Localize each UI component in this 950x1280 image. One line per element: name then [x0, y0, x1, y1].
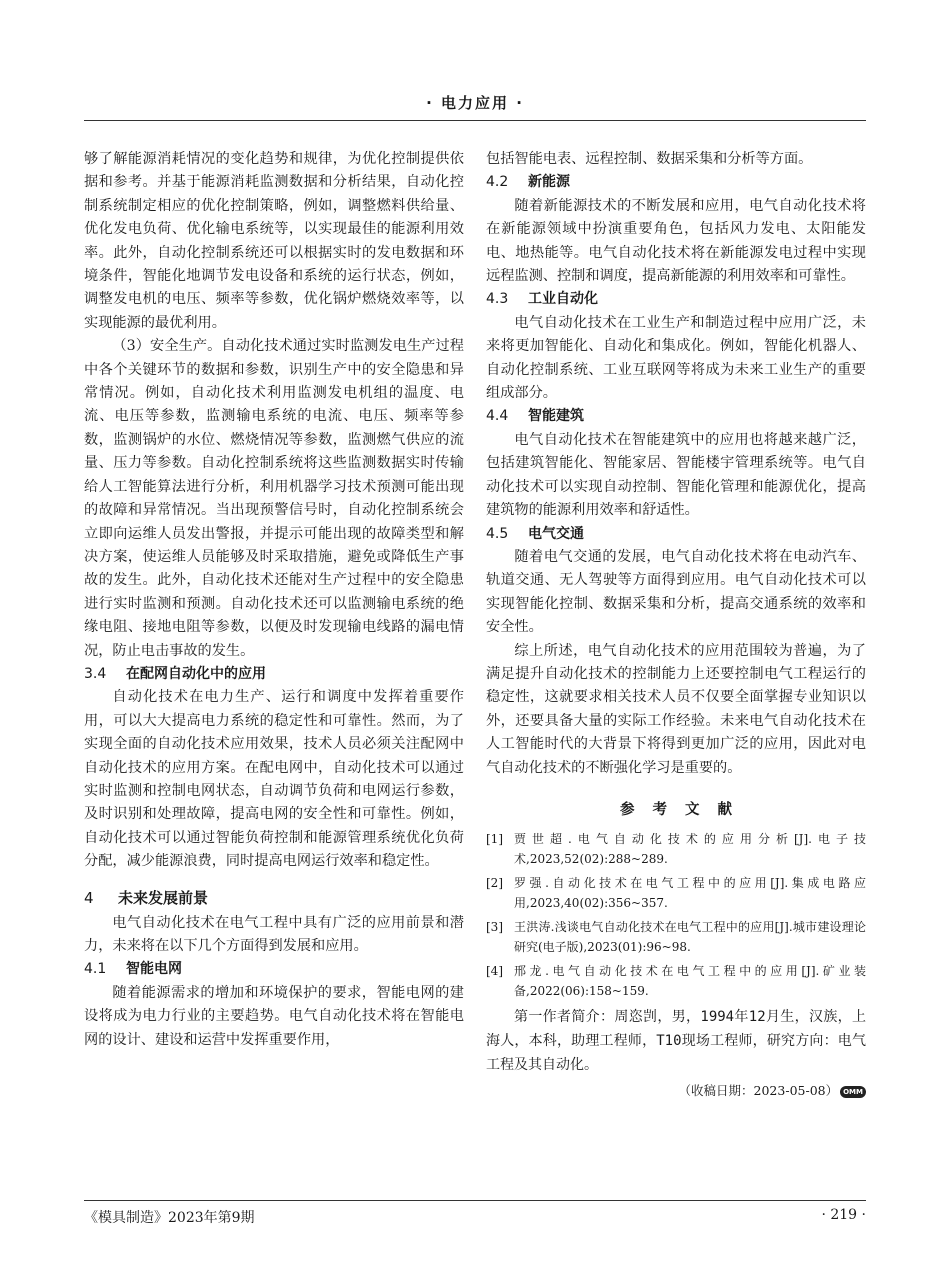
- reference-text: 王洪涛.浅谈电气自动化技术在电气工程中的应用[J].城市建设理论研究(电子版),2023(01):96~98.: [514, 919, 866, 954]
- paragraph: 自动化技术在电力生产、运行和调度中发挥着重要作用，可以大大提高电力系统的稳定性和可靠性。然而，为了实现全面的自动化技术应用效果，技术人员必须关注配网中自动化技术的应用方案。在配电网中，自动化技术可以通过实时监测和控制电网状态，自动调节负荷和电网运行参数，及时识别和处理故障，提高电网的安全性和可靠性。例如，自动化技术可以通过智能负荷控制和能源管理系统优化负荷分配，减少能源浪费，同时提高电网运行效率和稳定性。: [84, 689, 464, 870]
- section-heading-3-4: [84, 663, 464, 686]
- running-header: · 电力应用 ·: [426, 94, 524, 112]
- section-heading-4-3: [486, 288, 866, 311]
- section-title: 在配网自动化中的应用: [126, 665, 266, 682]
- section-title: 智能建筑: [528, 408, 584, 425]
- reference-text: 邢龙.电气自动化技术在电气工程中的应用[J].矿业装备,2022(06):158~159.: [514, 963, 866, 998]
- reference-item: [486, 917, 866, 957]
- section-heading-4-5: [486, 523, 866, 546]
- section-title: 工业自动化: [528, 291, 598, 308]
- section-number: 4.4: [486, 408, 509, 425]
- section-number: 4.5: [486, 525, 509, 542]
- section-number: 4.1: [84, 961, 107, 978]
- paragraph: 电气自动化技术在智能建筑中的应用也将越来越广泛，包括建筑智能化、智能家居、智能楼宇管理系统等。电气自动化技术可以实现自动控制、智能化管理和能源优化，提高建筑物的能源利用效率和舒适性。: [486, 431, 866, 519]
- footer-rule: [84, 1200, 866, 1201]
- section-number: 3.4: [84, 665, 107, 682]
- reference-number: [3]: [486, 919, 503, 934]
- journal-issue: 《模具制造》2023年第9期: [84, 1210, 255, 1226]
- paragraph: 随着电气交通的发展，电气自动化技术将在电动汽车、轨道交通、无人驾驶等方面得到应用。电气自动化技术可以实现智能化控制、数据采集和分析，提高交通系统的效率和安全性。: [486, 548, 866, 636]
- references-title: 参考文献: [620, 801, 750, 818]
- section-number: 4: [84, 888, 94, 907]
- paragraph: （3）安全生产。自动化技术通过实时监测发电生产过程中各个关键环节的数据和参数，识别生产中的安全隐患和异常情况。例如，自动化技术利用监测发电机组的温度、电流、电压等参数，监测输电系统的电流、电压、频率等参数，监测锅炉的水位、燃烧情况等参数，监测燃气供应的流量、压力等参数。自动化控制系统将这些监测数据实时传输给人工智能算法进行分析，利用机器学习技术预测可能出现的故障和异常情况。当出现预警信号时，自动化控制系统会立即向运维人员发出警报，并提示可能出现的故障类型和解决方案，使运维人员能够及时采取措施，避免或降低生产事故的发生。此外，自动化技术还能对生产过程中的安全隐患进行实时监测和预测。自动化技术还可以监测输电系统的绝缘电阻、接地电阻等参数，以便及时发现输电线路的漏电情况，防止电击事故的发生。: [84, 338, 464, 659]
- reference-item: [486, 961, 866, 1001]
- reference-number: [1]: [486, 831, 503, 846]
- section-heading-4-2: [486, 171, 866, 194]
- section-title: 智能电网: [126, 961, 182, 978]
- reference-item: [486, 829, 866, 869]
- reference-item: [486, 873, 866, 913]
- left-column: [84, 148, 464, 1052]
- reference-number: [2]: [486, 875, 503, 890]
- section-heading-4-4: [486, 405, 866, 428]
- reference-text: 贾世超.电气自动化技术的应用分析[J].电子技术,2023,52(02):288~289.: [514, 831, 866, 866]
- section-heading-4-1: [84, 958, 464, 981]
- right-column: [486, 148, 866, 1101]
- omm-logo: OMM: [840, 1086, 866, 1098]
- reference-text: 罗强.自动化技术在电气工程中的应用[J].集成电路应用,2023,40(02):356~357.: [514, 875, 866, 910]
- paragraph: 包括智能电表、远程控制、数据采集和分析等方面。: [486, 151, 813, 167]
- section-number: 4.3: [486, 291, 509, 308]
- paragraph: 够了解能源消耗情况的变化趋势和规律，为优化控制提供依据和参考。并基于能源消耗监测数据和分析结果，自动化控制系统制定相应的优化控制策略，例如，调整燃料供给量、优化发电负荷、优化输电系统等，以实现最佳的能源利用效率。此外，自动化控制系统还可以根据实时的发电数据和环境条件，智能化地调节发电设备和系统的运行状态，例如，调整发电机的电压、频率等参数，优化锅炉燃烧效率等，以实现能源的最优利用。: [84, 151, 464, 331]
- reference-number: [4]: [486, 963, 503, 978]
- reference-list: [486, 829, 866, 1001]
- paragraph: 随着能源需求的增加和环境保护的要求，智能电网的建设将成为电力行业的主要趋势。电气自动化技术将在智能电网的设计、建设和运营中发挥重要作用，: [84, 984, 464, 1048]
- page-number: · 219 ·: [821, 1207, 866, 1223]
- received-date-text: （收稿日期：2023-05-08）: [678, 1082, 839, 1098]
- section-title: 电气交通: [528, 525, 584, 542]
- section-heading-4: [84, 886, 464, 910]
- section-title: 新能源: [528, 174, 570, 191]
- received-date: [486, 1081, 866, 1101]
- section-number: 4.2: [486, 174, 509, 191]
- paragraph: 电气自动化技术在电气工程中具有广泛的应用前景和潜力，未来将在以下几个方面得到发展和应用。: [84, 914, 464, 954]
- author-info: 第一作者简介：周恣剀，男，1994年12月生，汉族，上海人，本科，助理工程师，T10现场工程师，研究方向：电气工程及其自动化。: [486, 1008, 866, 1073]
- section-title: 未来发展前景: [118, 888, 209, 907]
- paragraph: 电气自动化技术在工业生产和制造过程中应用广泛，未来将更加智能化、自动化和集成化。例如，智能化机器人、自动化控制系统、工业互联网等将成为未来工业生产的重要组成部分。: [486, 314, 866, 402]
- header-rule: [84, 120, 866, 121]
- conclusion-paragraph: 综上所述，电气自动化技术的应用范围较为普遍，为了满足提升自动化技术的控制能力上还要控制电气工程运行的稳定性，这就要求相关技术人员不仅要全面掌握专业知识以外，还要具备大量的实际工作经验。未来电气自动化技术在人工智能时代的大背景下将得到更加广泛的应用，因此对电气自动化技术的不断强化学习是重要的。: [486, 642, 866, 776]
- paragraph: 随着新能源技术的不断发展和应用，电气自动化技术将在新能源领域中扮演重要角色，包括风力发电、太阳能发电、地热能等。电气自动化技术将在新能源发电过程中实现远程监测、控制和调度，提高新能源的利用效率和可靠性。: [486, 197, 866, 285]
